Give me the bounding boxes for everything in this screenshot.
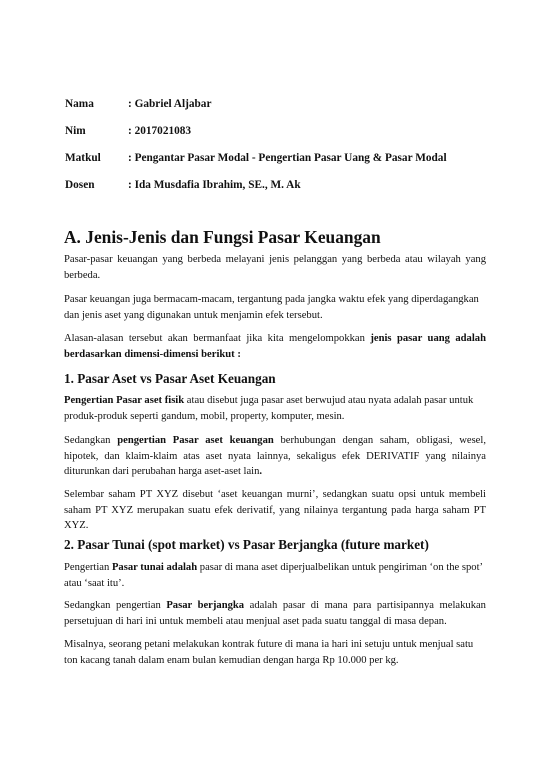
paragraph-1: Pasar-pasar keuangan yang berbeda melayani jenis pelanggan yang berbeda atau wilayah yang berbeda. xyxy=(64,254,486,281)
meta-value: : Ida Musdafia Ibrahim, SE., M. Ak xyxy=(128,179,301,191)
meta-value: : Pengantar Pasar Modal - Pengertian Pasar Uang & Pasar Modal xyxy=(128,152,447,164)
section-heading-a: A. Jenis-Jenis dan Fungsi Pasar Keuangan xyxy=(64,227,381,247)
paragraph-9: Misalnya, seorang petani melakukan kontrak future di mana ia hari ini setuju untuk menjual satu ton kacang tanah dalam enam bulan kemudian dengan harga Rp 10.000 per kg. xyxy=(64,639,474,666)
meta-value: : 2017021083 xyxy=(128,125,192,137)
paragraph-4: Pengertian Pasar aset fisik atau disebut juga pasar aset berwujud atau nyata adalah pasar untuk produk-produk seperti gandum, mobil, property, komputer, mesin. xyxy=(64,395,474,422)
paragraph-5: Sedangkan pengertian Pasar aset keuangan berhubungan dengan saham, obligasi, wesel, hipotek, dan klaim-klaim atas aset nyata lainnya, sekaligus efek DERIVATIF yang nilainya diturunkan dari perubahan harga aset-aset lain. xyxy=(64,435,486,477)
meta-key: Dosen xyxy=(65,179,95,191)
paragraph-6: Selembar saham PT XYZ disebut ‘aset keuangan murni’, sedangkan suatu opsi untuk membeli saham PT XYZ merupakan suatu efek derivatif, yang nilainya tergantung pada harga saham PT XYZ. xyxy=(64,489,486,531)
meta-key: Nim xyxy=(65,125,86,137)
section-heading-2: 2. Pasar Tunai (spot market) vs Pasar Berjangka (future market) xyxy=(64,537,429,552)
meta-key: Nama xyxy=(65,98,94,110)
meta-value: : Gabriel Aljabar xyxy=(128,98,212,110)
paragraph-7: Pengertian Pasar tunai adalah pasar di mana aset diperjualbelikan untuk pengiriman ‘on the spot’ atau ‘saat itu’. xyxy=(64,562,483,589)
paragraph-8: Sedangkan pengertian Pasar berjangka adalah pasar di mana para partisipannya melakukan persetujuan di hari ini untuk membeli atau menjual aset pada suatu tanggal di masa depan. xyxy=(64,600,486,627)
paragraph-3: Alasan-alasan tersebut akan bermanfaat jika kita mengelompokkan jenis pasar uang adalah berdasarkan dimensi-dimensi berikut : xyxy=(64,333,486,360)
paragraph-2: Pasar keuangan juga bermacam-macam, tergantung pada jangka waktu efek yang diperdagangkan dan jenis aset yang digunakan untuk menjamin efek tersebut. xyxy=(64,294,479,321)
meta-key: Matkul xyxy=(65,152,101,164)
section-heading-1: 1. Pasar Aset vs Pasar Aset Keuangan xyxy=(64,371,276,386)
